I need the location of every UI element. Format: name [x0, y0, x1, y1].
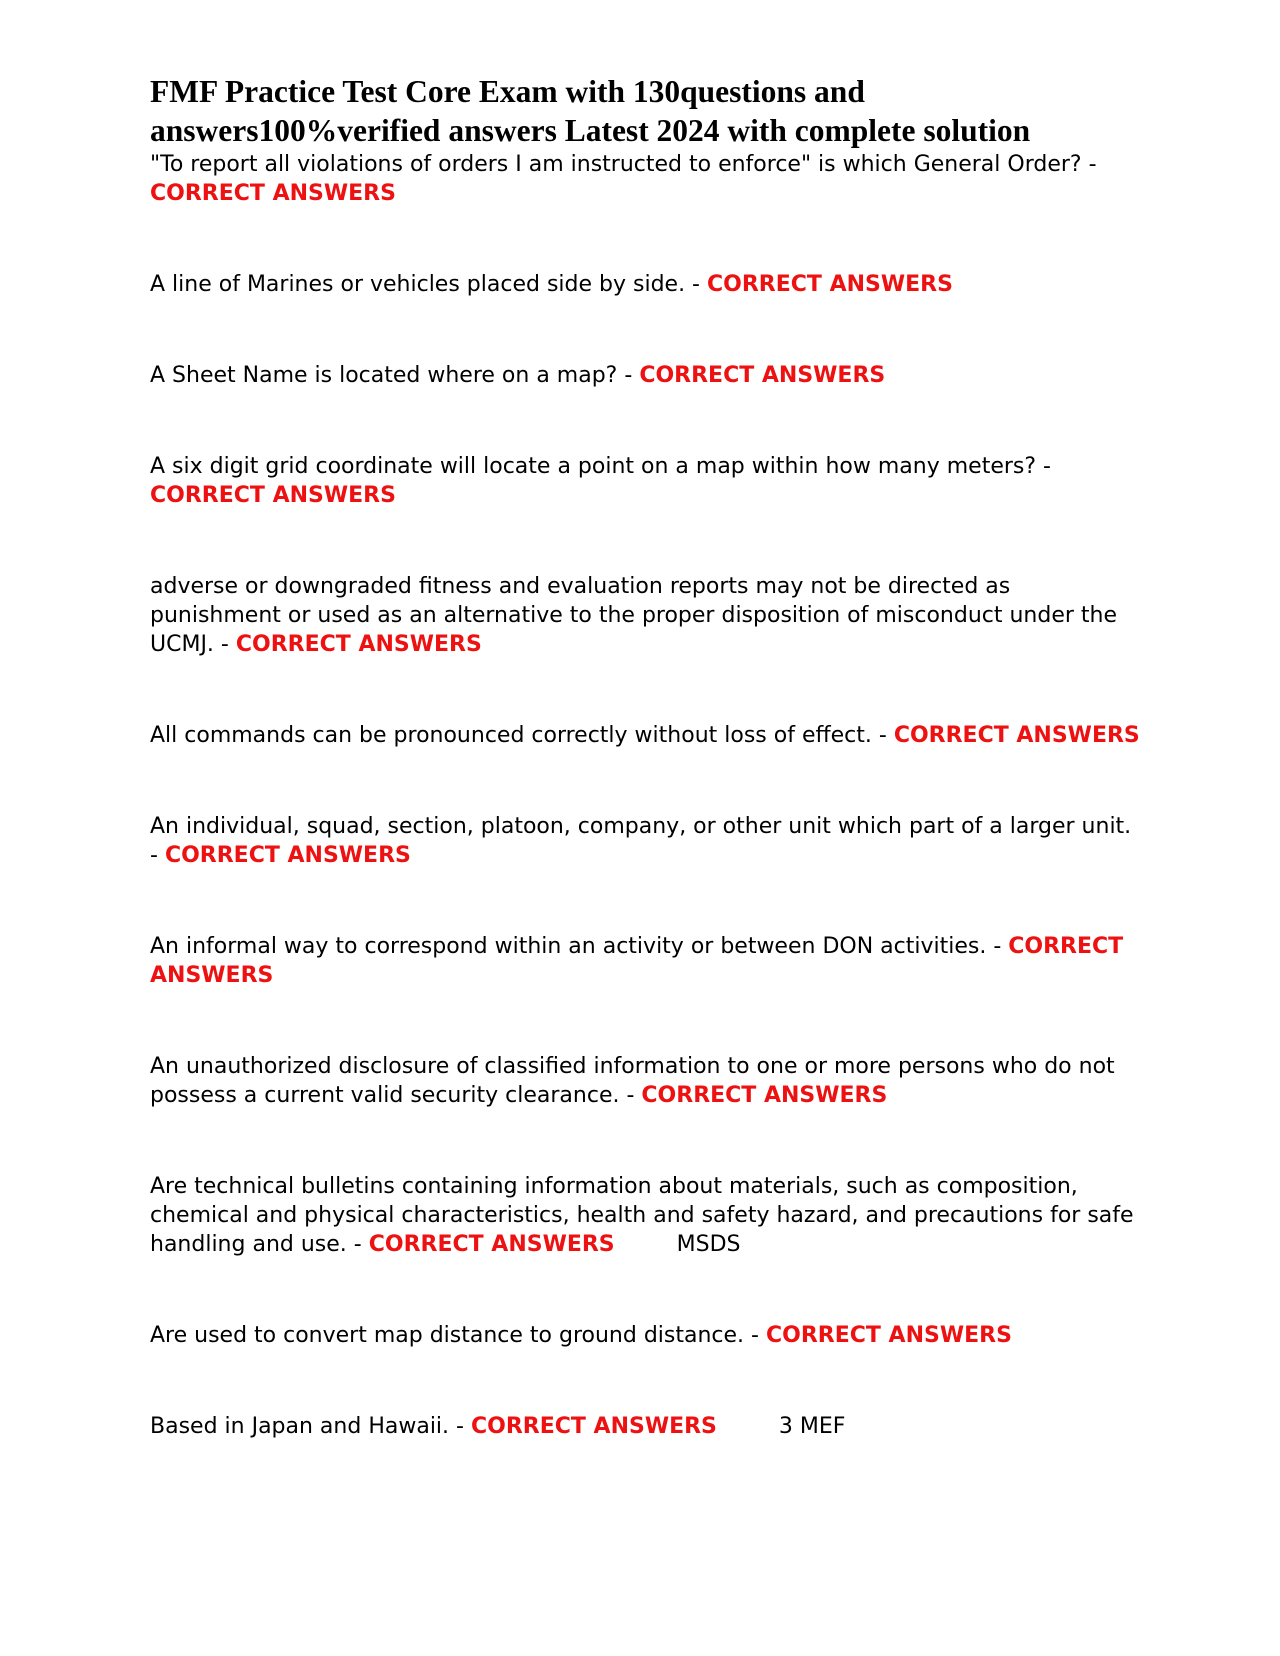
qa-item: Are used to convert map distance to ground distance. - CORRECT ANSWERS: [150, 1323, 1012, 1348]
question-text: adverse or downgraded fitness and evaluation reports may not be directed as punishment or used as an alternative to the proper disposition of misconduct under the UCMJ.: [150, 574, 1118, 657]
question-text: "To report all violations of orders I am instructed to enforce" is which General Order?: [150, 152, 1082, 177]
document-page: [150, 72, 1140, 1503]
question-text: A Sheet Name is located where on a map?: [150, 363, 618, 388]
question-text: Are technical bulletins containing information about materials, such as composition, chemical and physical characteristics, health and safety hazard, and precautions for safe handling and use.: [150, 1174, 1134, 1257]
correct-answers-label: CORRECT ANSWERS: [765, 1323, 1012, 1348]
qa-item: Based in Japan and Hawaii. - CORRECT ANSWERS 3 MEF: [150, 1414, 846, 1439]
question-text: All commands can be pronounced correctly without loss of effect.: [150, 723, 872, 748]
qa-item: "To report all violations of orders I am instructed to enforce" is which General Order? - CORRECT ANSWERS: [150, 152, 1097, 206]
answer-text: MSDS: [676, 1232, 741, 1257]
question-text: An individual, squad, section, platoon, company, or other unit which part of a larger unit.: [150, 814, 1132, 839]
qa-item: A six digit grid coordinate will locate a point on a map within how many meters? - CORRECT ANSWERS: [150, 454, 1051, 508]
question-text: A line of Marines or vehicles placed side by side.: [150, 272, 686, 297]
question-text: Based in Japan and Hawaii.: [150, 1414, 450, 1439]
correct-answers-label: CORRECT ANSWERS: [150, 483, 396, 508]
question-text: An informal way to correspond within an activity or between DON activities.: [150, 934, 987, 959]
correct-answers-label: CORRECT ANSWERS: [368, 1232, 615, 1257]
question-text: Are used to convert map distance to ground distance.: [150, 1323, 745, 1348]
qa-item: A Sheet Name is located where on a map? - CORRECT ANSWERS: [150, 363, 886, 388]
qa-item: adverse or downgraded fitness and evaluation reports may not be directed as punishment or used as an alternative to the proper disposition of misconduct under the UCMJ. - CORRECT ANSWERS: [150, 574, 1118, 657]
qa-item: An unauthorized disclosure of classified information to one or more persons who do not possess a current valid security clearance. - CORRECT ANSWERS: [150, 1054, 1115, 1108]
title-line-2: answers100%verified answers Latest 2024 with complete solution: [150, 113, 1031, 148]
correct-answers-label: CORRECT ANSWERS: [641, 1083, 888, 1108]
correct-answers-label: CORRECT ANSWERS: [235, 632, 482, 657]
qa-item: A line of Marines or vehicles placed side by side. - CORRECT ANSWERS: [150, 272, 953, 297]
document-title: [150, 72, 1140, 150]
qa-item: An informal way to correspond within an activity or between DON activities. - CORRECT ANSWERS: [150, 934, 1124, 988]
correct-answers-label: CORRECT ANSWERS: [164, 843, 411, 868]
title-line-1: FMF Practice Test Core Exam with 130questions and: [150, 74, 865, 109]
qa-item: An individual, squad, section, platoon, company, or other unit which part of a larger unit. - CORRECT ANSWERS: [150, 814, 1132, 868]
question-text: An unauthorized disclosure of classified information to one or more persons who do not possess a current valid security clearance.: [150, 1054, 1115, 1108]
qa-item: All commands can be pronounced correctly without loss of effect. - CORRECT ANSWERS: [150, 723, 1140, 748]
qa-item: Are technical bulletins containing information about materials, such as composition, chemical and physical characteristics, health and safety hazard, and precautions for safe handling and use. - CORRECT ANSWERS MSDS: [150, 1174, 1134, 1257]
question-text: A six digit grid coordinate will locate a point on a map within how many meters?: [150, 454, 1037, 479]
correct-answers-label: CORRECT ANSWERS: [470, 1414, 717, 1439]
correct-answers-label: CORRECT ANSWERS: [150, 934, 1124, 988]
correct-answers-label: CORRECT ANSWERS: [893, 723, 1140, 748]
correct-answers-label: CORRECT ANSWERS: [639, 363, 886, 388]
answer-text: 3 MEF: [778, 1414, 846, 1439]
correct-answers-label: CORRECT ANSWERS: [707, 272, 953, 297]
correct-answers-label: CORRECT ANSWERS: [150, 181, 396, 206]
